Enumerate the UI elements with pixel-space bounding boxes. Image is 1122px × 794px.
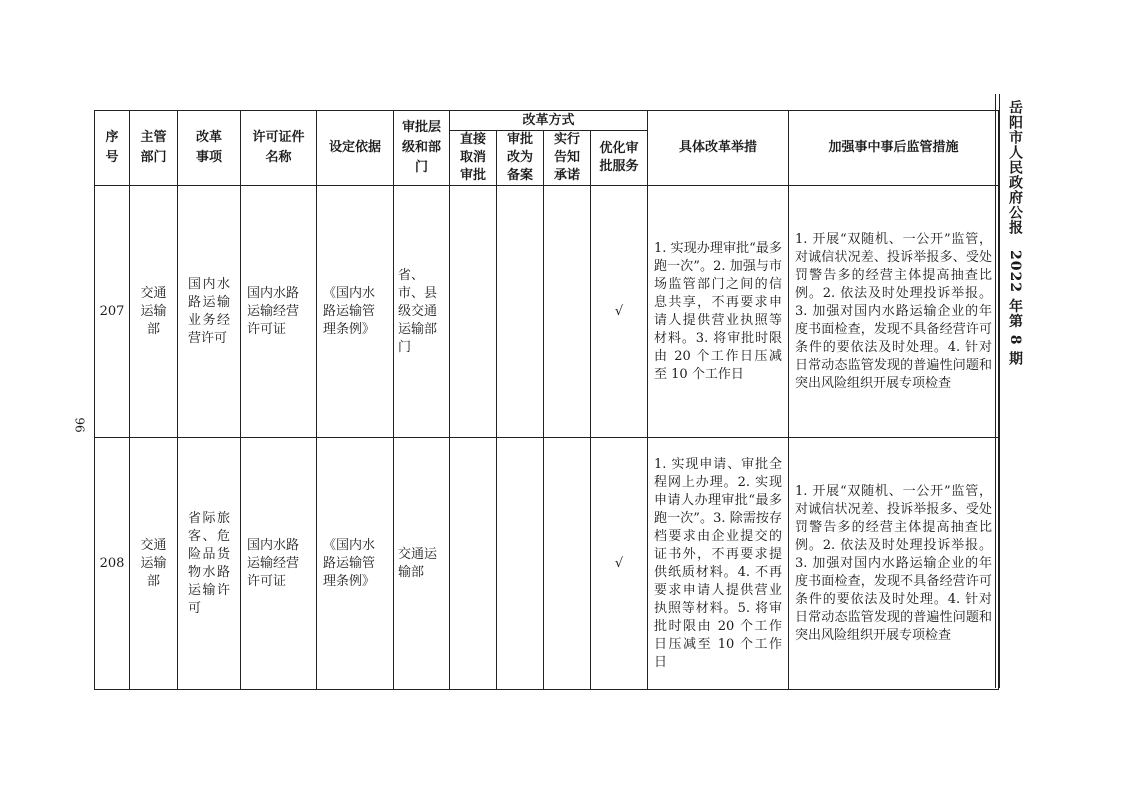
header-measures: 具体改革举措 (648, 111, 789, 186)
cell-license: 国内水路运输经营许可证 (241, 186, 317, 438)
table-row (95, 438, 999, 690)
cell-method-optimize: √ (591, 186, 648, 438)
cell-item: 省际旅客、危险品货物水路运输许可 (178, 438, 241, 690)
cell-basis: 《国内水路运输管理条例》 (317, 438, 394, 690)
cell-method-filing (497, 438, 544, 690)
cell-dept: 交通运输部 (130, 438, 178, 690)
header-method-cancel: 直接取消审批 (450, 131, 497, 186)
header-supervision: 加强事中事后监管措施 (789, 111, 999, 186)
cell-supervision: 1. 开展“双随机、一公开”监管，对诚信状况差、投诉举报多、受处罚警告多的经营主体提高抽查比例。2. 依法及时处理投诉举报。3. 加强对国内水路运输企业的年度书面检查，发现不具备经营许可条件的要依法及时处理。4. 针对日常动态监管发现的普遍性问题和突出风险组织开展专项检查 (789, 186, 999, 438)
header-method-optimize: 优化审批服务 (591, 131, 648, 186)
header-seq: 序号 (95, 111, 130, 186)
cell-method-filing (497, 186, 544, 438)
cell-method-commit (544, 438, 591, 690)
header-basis: 设定依据 (317, 111, 394, 186)
table-row (95, 186, 999, 438)
cell-method-optimize: √ (591, 438, 648, 690)
cell-method-commit (544, 186, 591, 438)
cell-level: 省、市、县级交通运输部门 (394, 186, 450, 438)
header-item: 改革事项 (178, 111, 241, 186)
header-dept: 主管部门 (130, 111, 178, 186)
cell-seq: 207 (95, 186, 130, 438)
cell-dept: 交通运输部 (130, 186, 178, 438)
cell-supervision: 1. 开展“双随机、一公开”监管，对诚信状况差、投诉举报多、受处罚警告多的经营主体提高抽查比例。2. 依法及时处理投诉举报。3. 加强对国内水路运输企业的年度书面检查，发现不具备经营许可条件的要依法及时处理。4. 针对日常动态监管发现的普遍性问题和突出风险组织开展专项检查 (789, 438, 999, 690)
cell-license: 国内水路运输经营许可证 (241, 438, 317, 690)
gazette-divider-inner (999, 94, 1000, 688)
header-method-filing: 审批改为备案 (497, 131, 544, 186)
header-method-commit: 实行告知承诺 (544, 131, 591, 186)
cell-basis: 《国内水路运输管理条例》 (317, 186, 394, 438)
cell-measures: 1. 实现申请、审批全程网上办理。2. 实现申请人办理审批“最多跑一次”。3. 除需按存档要求由企业提交的证书外，不再要求提供纸质材料。4. 不再要求申请人提供营业执照等材料。5. 将审批时限由 20 个工作日压减至 10 个工作日 (648, 438, 789, 690)
cell-item: 国内水路运输业务经营许可 (178, 186, 241, 438)
cell-measures: 1. 实现办理审批“最多跑一次”。2. 加强与市场监管部门之间的信息共享，不再要求申请人提供营业执照等材料。3. 将审批时限由 20 个工作日压减至 10 个工作日 (648, 186, 789, 438)
header-method-group: 改革方式 (450, 111, 648, 131)
cell-method-cancel (450, 438, 497, 690)
gazette-header: 岳阳市人民政府公报 2022 年第 8 期 (1007, 100, 1023, 367)
reform-table (94, 110, 999, 690)
header-license: 许可证件名称 (241, 111, 317, 186)
cell-method-cancel (450, 186, 497, 438)
header-level: 审批层级和部门 (394, 111, 450, 186)
cell-level: 交通运输部 (394, 438, 450, 690)
cell-seq: 208 (95, 438, 130, 690)
page-number: 96 (72, 417, 87, 433)
